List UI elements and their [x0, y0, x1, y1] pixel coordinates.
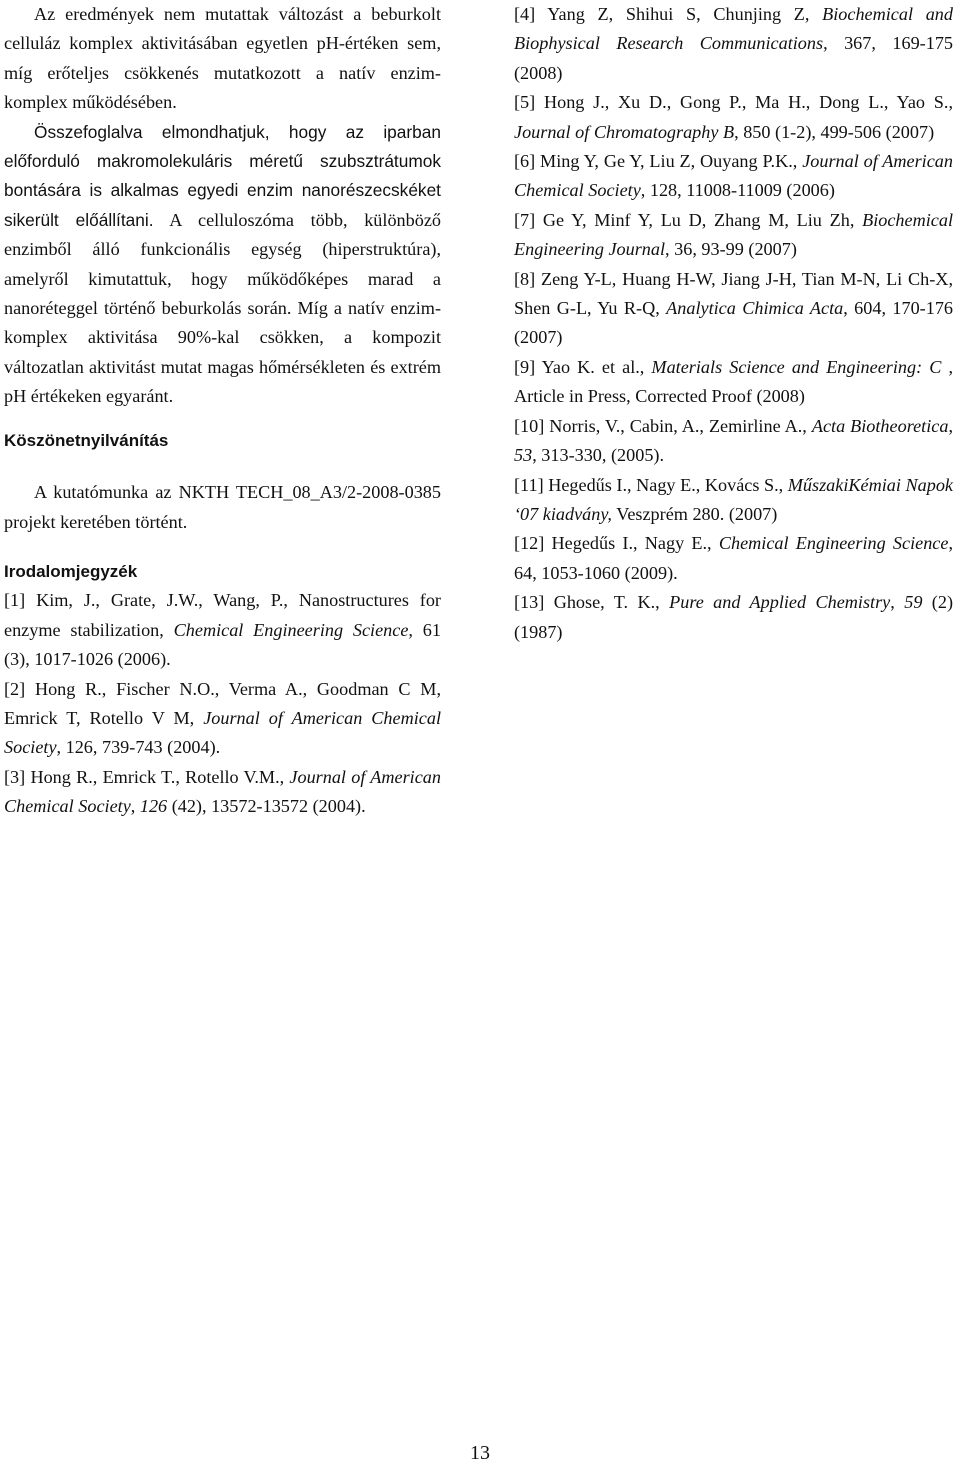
reference-item: [11] Hegedűs I., Nagy E., Kovács S., MűszakiKémiai Napok ‘07 kiadvány, Veszprém 280. (2007)	[514, 474, 953, 524]
reference-item: [5] Hong J., Xu D., Gong P., Ma H., Dong L., Yao S., Journal of Chromatography B, 850 (1-2), 499-506 (2007)	[514, 92, 953, 142]
reference-item: [2] Hong R., Fischer N.O., Verma A., Goodman C M, Emrick T, Rotello V M, Journal of American Chemical Society, 126, 739-743 (2004).	[4, 678, 441, 758]
left-column	[4, 0, 441, 822]
reference-item: [8] Zeng Y-L, Huang H-W, Jiang J-H, Tian M-N, Li Ch-X, Shen G-L, Yu R-Q, Analytica Chimica Acta, 604, 170-176 (2007)	[514, 268, 954, 348]
summary-text-sans: Összefoglalva elmondhatjuk, hogy az iparban előforduló makromolekuláris méretű szubsztrátumok bontására is alkalmas egyedi enzim nanorészecskéket sikerült előállítani.	[4, 121, 441, 230]
reference-item: [1] Kim, J., Grate, J.W., Wang, P., Nanostructures for enzyme stabilization, Chemical Engineering Science, 61 (3), 1017-1026 (2006).	[4, 590, 441, 670]
acknowledgement-text: A kutatómunka az NKTH TECH_08_A3/2-2008-0385 projekt keretében történt.	[4, 482, 441, 532]
summary-text-serif: A celluloszóma több, különböző enzimből álló funkcionális egység (hiperstruktúra), amelyről kimutattuk, hogy működőképes marad a nanoréteggel történő beburkolás során. Míg a natív enzim-komplex aktivitása 90%-kal csökken, a kompozit változatlan aktivitást mutat magas hőmérsékleten és extrém pH értékeken egyaránt.	[4, 209, 441, 407]
reference-item: [10] Norris, V., Cabin, A., Zemirline A., Acta Biotheoretica, 53, 313-330, (2005).	[514, 415, 953, 466]
page-number: 13	[470, 1442, 490, 1464]
results-paragraph: Az eredmények nem mutattak változást a beburkolt celluláz komplex aktivitásában egyetlen pH-értéken sem, míg erőteljes csökkenés mutatkozott a natív enzim-komplex működésében.	[4, 4, 441, 113]
summary-paragraph	[4, 118, 441, 412]
right-column	[514, 0, 953, 647]
reference-item: [9] Yao K. et al., Materials Science and Engineering: C , Article in Press, Corrected Proof (2008)	[514, 356, 953, 407]
references-heading: Irodalomjegyzék	[4, 561, 138, 581]
reference-item: [12] Hegedűs I., Nagy E., Chemical Engineering Science, 64, 1053-1060 (2009).	[514, 533, 953, 583]
reference-item: [3] Hong R., Emrick T., Rotello V.M., Journal of American Chemical Society, 126 (42), 13572-13572 (2004).	[4, 766, 441, 817]
reference-item: [7] Ge Y, Minf Y, Lu D, Zhang M, Liu Zh, Biochemical Engineering Journal, 36, 93-99 (2007)	[514, 209, 953, 260]
reference-item: [4] Yang Z, Shihui S, Chunjing Z, Biochemical and Biophysical Research Communications, 367, 169-175 (2008)	[514, 4, 954, 83]
acknowledgement-heading: Köszönetnyilvánítás	[4, 430, 169, 450]
reference-item: [6] Ming Y, Ge Y, Liu Z, Ouyang P.K., Journal of American Chemical Society, 128, 11008-11009 (2006)	[514, 151, 953, 201]
reference-item: [13] Ghose, T. K., Pure and Applied Chemistry, 59 (2) (1987)	[514, 592, 954, 642]
